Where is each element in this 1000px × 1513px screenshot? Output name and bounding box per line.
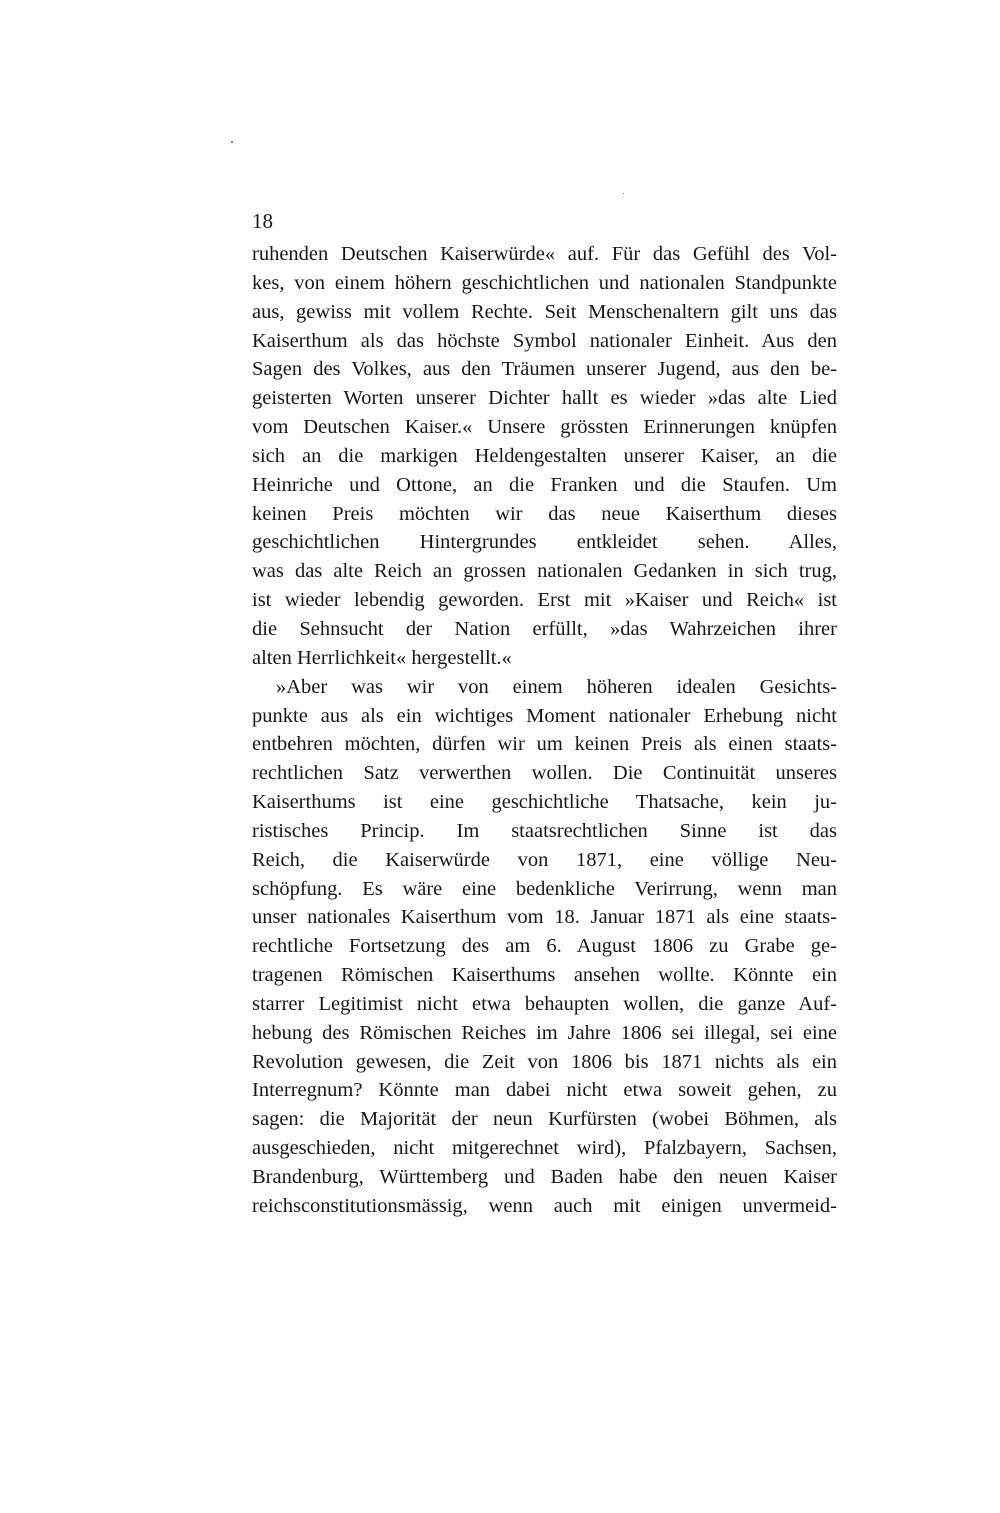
text-line: Heinriche und Ottone, an die Franken und die Staufen. Um bbox=[252, 473, 837, 496]
text-line: vom Deutschen Kaiser.« Unsere grössten Erinnerungen knüpfen bbox=[252, 416, 837, 439]
text-line: was das alte Reich an grossen nationalen Gedanken in sich trug, bbox=[252, 560, 837, 583]
text-line: ristisches Princip. Im staatsrechtlichen Sinne ist das bbox=[252, 819, 837, 842]
text-line: geisterten Worten unserer Dichter hallt es wieder »das alte Lied bbox=[252, 387, 837, 410]
text-line: tragenen Römischen Kaiserthums ansehen wollte. Könnte ein bbox=[252, 964, 837, 987]
text-line: sagen: die Majorität der neun Kurfürsten (wobei Böhmen, als bbox=[252, 1108, 837, 1131]
text-line: ausgeschieden, nicht mitgerechnet wird), Pfalzbayern, Sachsen, bbox=[252, 1137, 837, 1160]
text-line: rechtlichen Satz verwerthen wollen. Die Continuität unseres bbox=[252, 762, 837, 785]
text-line: Interregnum? Könnte man dabei nicht etwa soweit gehen, zu bbox=[252, 1079, 837, 1102]
text-line: alten Herrlichkeit« hergestellt.« bbox=[252, 646, 512, 669]
text-line: ist wieder lebendig geworden. Erst mit »Kaiser und Reich« ist bbox=[252, 589, 837, 612]
text-line: Reich, die Kaiserwürde von 1871, eine völlige Neu- bbox=[252, 848, 837, 871]
page-number: 18 bbox=[252, 209, 273, 233]
body-text bbox=[252, 240, 837, 1221]
text-line: »Aber was wir von einem höheren idealen Gesichts- bbox=[276, 675, 837, 698]
text-line: reichsconstitutionsmässig, wenn auch mit einigen unvermeid- bbox=[252, 1194, 837, 1217]
text-line: schöpfung. Es wäre eine bedenkliche Verirrung, wenn man bbox=[252, 877, 837, 900]
text-line: kes, von einem höhern geschichtlichen und nationalen Standpunkte bbox=[252, 271, 837, 294]
text-line: Kaiserthums ist eine geschichtliche Thatsache, kein ju- bbox=[252, 791, 837, 814]
text-line: entbehren möchten, dürfen wir um keinen Preis als einen staats- bbox=[252, 733, 837, 756]
text-line: Brandenburg, Württemberg und Baden habe den neuen Kaiser bbox=[252, 1166, 837, 1188]
text-line: punkte aus als ein wichtiges Moment nationaler Erhebung nicht bbox=[252, 704, 837, 727]
text-line: keinen Preis möchten wir das neue Kaiserthum dieses bbox=[252, 502, 837, 525]
text-line: starrer Legitimist nicht etwa behaupten wollen, die ganze Auf- bbox=[252, 992, 837, 1015]
text-line: Revolution gewesen, die Zeit von 1806 bis 1871 nichts als ein bbox=[252, 1050, 837, 1073]
text-line: die Sehnsucht der Nation erfüllt, »das Wahrzeichen ihrer bbox=[252, 617, 837, 640]
text-line: geschichtlichen Hintergrundes entkleidet sehen. Alles, bbox=[252, 531, 837, 554]
text-line: ruhenden Deutschen Kaiserwürde« auf. Für das Gefühl des Vol- bbox=[252, 243, 837, 265]
text-line: rechtliche Fortsetzung des am 6. August 1806 zu Grabe ge- bbox=[252, 935, 837, 958]
text-line: hebung des Römischen Reiches im Jahre 1806 sei illegal, sei eine bbox=[252, 1021, 837, 1044]
text-line: aus, gewiss mit vollem Rechte. Seit Menschenaltern gilt uns das bbox=[252, 300, 837, 323]
text-line: Sagen des Volkes, aus den Träumen unserer Jugend, aus den be- bbox=[252, 358, 837, 381]
text-line: sich an die markigen Heldengestalten unserer Kaiser, an die bbox=[252, 444, 837, 467]
text-line: unser nationales Kaiserthum vom 18. Januar 1871 als eine staats- bbox=[252, 906, 837, 929]
print-speck bbox=[623, 193, 624, 194]
text-line: Kaiserthum als das höchste Symbol nationaler Einheit. Aus den bbox=[252, 329, 837, 352]
print-speck bbox=[231, 141, 233, 143]
